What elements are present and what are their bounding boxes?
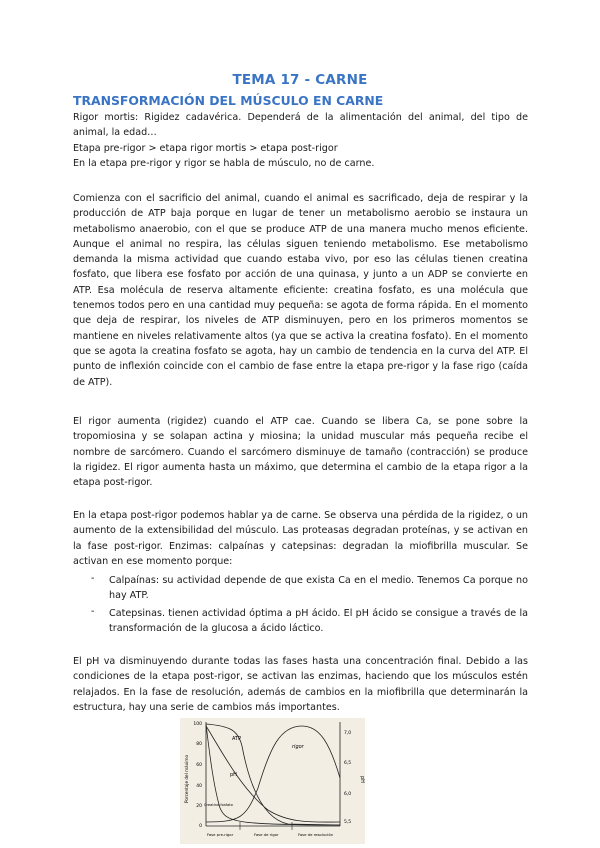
paragraph-ph: El pH va disminuyendo durante todas las fases hasta una concentración final. Debido a las condiciones de la etapa post-rigor, se activan las enzimas, haciendo que los músculos estén relajados. En la fase de resolución, además de cambios en la miofibrilla que determinarán la estructura, hay una serie de cambios más importantes. — [73, 656, 528, 713]
label-rigor: rigor — [292, 744, 304, 750]
rigor-phases-figure — [180, 718, 365, 844]
y-left-axis-title: Porcentaje del máximo — [184, 754, 189, 803]
y-right-tick: 7,0 — [344, 731, 352, 736]
bullet-calpainas: Calpaínas: su actividad depende de que exista Ca en el medio. Tenemos Ca porque no hay ATP. — [109, 575, 528, 602]
intro-line-stages: Etapa pre-rigor > etapa rigor mortis > etapa post-rigor — [73, 142, 338, 154]
section-heading: TRANSFORMACIÓN DEL MÚSCULO EN CARNE — [73, 93, 384, 108]
bullet-catepsinas: Catepsinas. tienen actividad óptima a pH ácido. El pH ácido se consigue a través de la transformación de la glucosa a ácido láctico. — [109, 608, 528, 635]
bullet-marker: - — [91, 606, 95, 617]
intro-block — [73, 110, 528, 171]
y-left-tick: 60 — [196, 763, 202, 768]
phase-label: Fase de rigor — [254, 832, 279, 837]
y-left-tick: 80 — [196, 742, 202, 747]
y-right-tick: 5,5 — [344, 820, 352, 825]
y-left-tick: 0 — [199, 824, 202, 829]
y-right-axis-title: pH — [359, 776, 365, 783]
page-title: TEMA 17 - CARNE — [232, 72, 368, 88]
label-creatine: Creatina fosfato — [204, 803, 233, 807]
bullet-marker: - — [91, 573, 95, 584]
intro-line-definition: Rigor mortis: Rigidez cadavérica. Dependerá de la alimentación del animal, del tipo de animal, la edad… — [73, 112, 528, 139]
y-left-tick: 100 — [193, 722, 202, 727]
paragraph-rigor: El rigor aumenta (rigidez) cuando el ATP cae. Cuando se libera Ca, se pone sobre la tropomiosina y se solapan actina y miosina; la unidad muscular más pequeña recibe el nombre de sarcómero. Cuando el sarcómero disminuye de tamaño (contracción) se produce la rigidez. El rigor aumenta hasta un máximo, que determina el cambio de la etapa rigor a la etapa post-rigor. — [73, 416, 528, 489]
y-left-tick: 20 — [196, 804, 202, 809]
paragraph-atp: Comienza con el sacrificio del animal, cuando el animal es sacrificado, deja de respirar y la producción de ATP baja porque en lugar de tener un metabolismo aerobio se instaura un metabolismo anaerobio, con el que se produce ATP de una manera mucho menos eficiente. Aunque el animal no respira, las células siguen teniendo metabolismo. Ese metabolismo demanda la misma actividad que cuando estaba vivo, por eso las células tienen creatina fosfato, que libera ese fosfato por acción de una quinasa, y junto a un ADP se convierte en ATP. Esa molécula de reserva altamente eficiente: creatina fosfato, es una molécula que tenemos todos pero en una cantidad muy pequeña: se agota de forma rápida. En el momento que deja de respirar, los niveles de ATP disminuyen, pero en los primeros momentos se mantiene en niveles relativamente altos (ya que se activa la creatina fosfato). En el momento que se agota la creatina fosfato se agota, hay un cambio de tendencia en la curva del ATP. El punto de inflexión coincide con el cambio de fase entre la etapa pre-rigor y la fase rigo (caída de ATP). — [73, 193, 528, 388]
rigor-phases-graph — [180, 718, 365, 844]
label-ph: pH — [230, 772, 237, 778]
phase-label: Fase de resolución — [298, 832, 334, 837]
phase-label: Fase pre-rigor — [207, 832, 234, 837]
intro-line-muscle: En la etapa pre-rigor y rigor se habla de músculo, no de carne. — [73, 157, 375, 169]
y-right-tick: 6,5 — [344, 761, 352, 766]
paragraph-post-rigor: En la etapa post-rigor podemos hablar ya de carne. Se observa una pérdida de la rigidez, o un aumento de la extensibilidad del músculo. Las proteasas degradan proteínas, y se activan en la fase post-rigor. Enzimas: calpaínas y catepsinas: degradan la miofibrilla muscular. Se activan en ese momento porque: — [73, 510, 528, 567]
y-right-tick: 6,0 — [344, 792, 352, 797]
label-atp: ATP — [232, 736, 242, 742]
y-left-tick: 40 — [196, 784, 202, 789]
